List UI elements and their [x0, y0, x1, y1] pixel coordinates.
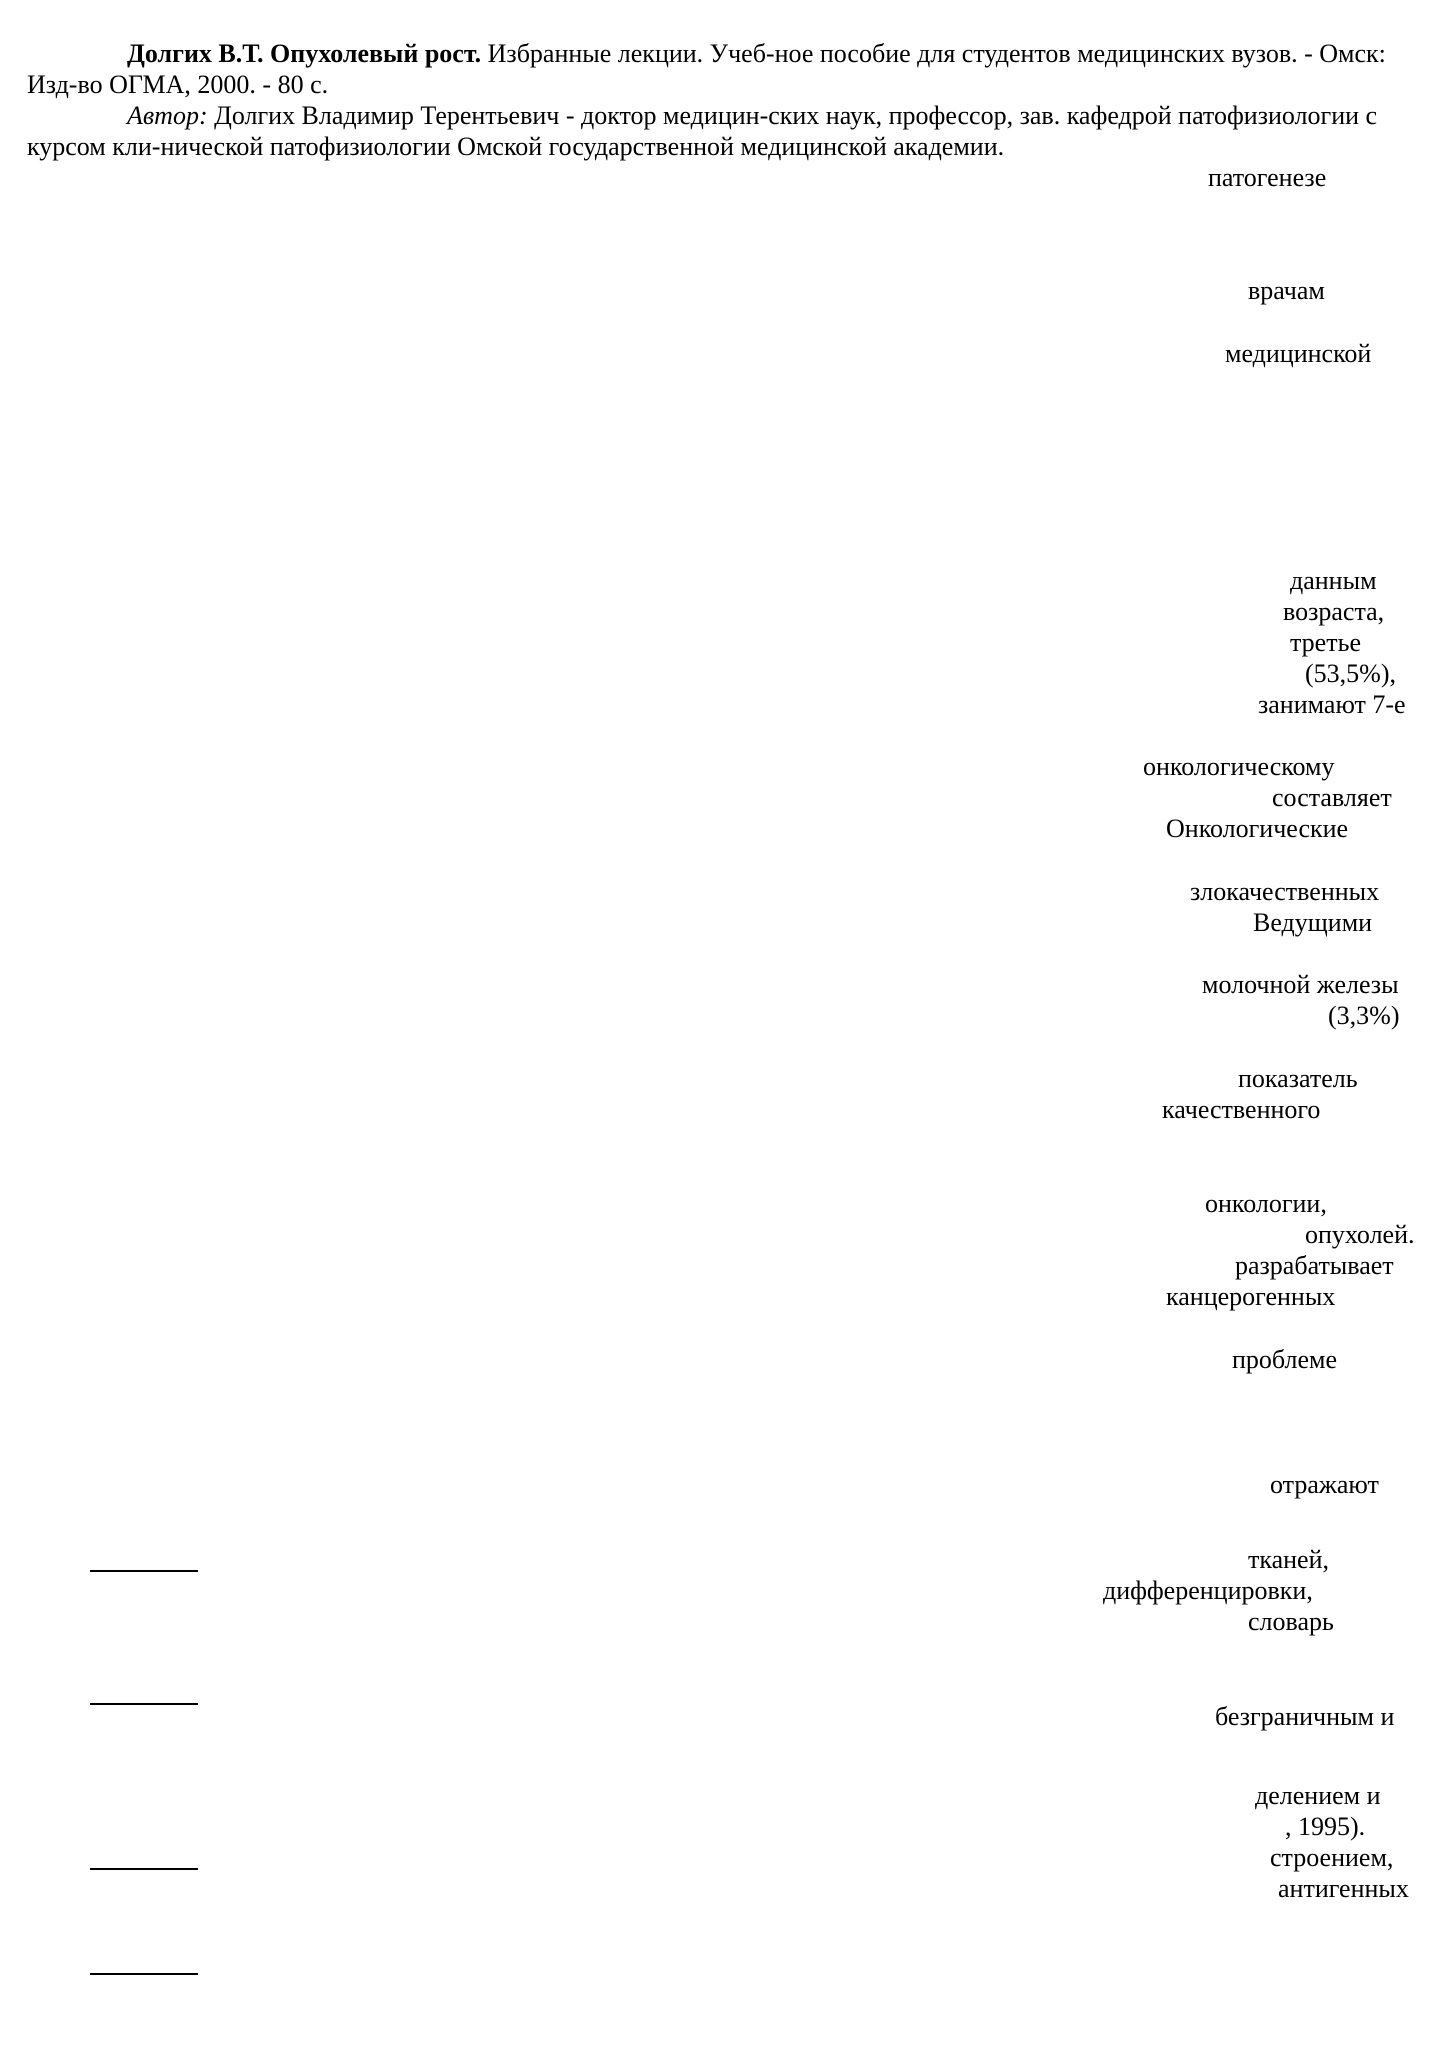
citation-details: Избранные лекции. Учеб-ное пособие для студентов медицинских вузов. - Омск: Изд-во ОГМА, 2000. - 80 с. [27, 39, 1386, 99]
text-fragment: составляет [1272, 783, 1392, 812]
text-fragment: Ведущими [1253, 908, 1373, 937]
text-fragment: онкологическому [1143, 752, 1335, 781]
text-fragment: качественного [1162, 1095, 1321, 1124]
author-label: Автор: [127, 101, 208, 130]
text-fragment: канцерогенных [1166, 1282, 1336, 1311]
text-fragment: патогенезе [1208, 163, 1327, 192]
text-fragment: словарь [1248, 1607, 1334, 1636]
text-fragment: , 1995). [1285, 1812, 1366, 1841]
text-fragment: возраста, [1283, 597, 1385, 626]
text-fragment: (53,5%), [1305, 659, 1396, 688]
text-fragment: данным [1290, 566, 1377, 595]
text-fragment: проблеме [1232, 1345, 1338, 1374]
footnote-rule [90, 1868, 198, 1870]
text-fragment: медицинской [1225, 339, 1372, 368]
author-details: Долгих Владимир Терентьевич - доктор медицин-ских наук, профессор, зав. кафедрой патофизиологии с курсом кли-нической патофизиологии Омской государственной медицинской академии. [27, 101, 1378, 161]
footnote-rule [90, 1703, 198, 1705]
text-fragment: врачам [1248, 276, 1325, 305]
text-fragment: отражают [1270, 1470, 1379, 1499]
text-fragment: строением, [1270, 1843, 1394, 1872]
text-fragment: (3,3%) [1328, 1001, 1400, 1030]
text-fragment: дифференцировки, [1103, 1576, 1313, 1605]
citation-title: Долгих В.Т. Опухолевый рост. [127, 39, 482, 68]
text-fragment: антигенных [1278, 1874, 1409, 1903]
text-fragment: тканей, [1248, 1545, 1330, 1574]
text-fragment: разрабатывает [1235, 1251, 1394, 1280]
citation-paragraph [27, 38, 1422, 100]
footnote-rule [90, 1973, 198, 1975]
text-fragment: молочной железы [1202, 970, 1399, 999]
text-fragment: опухолей. [1305, 1220, 1415, 1249]
footnote-rule [90, 1570, 198, 1572]
text-fragment: онкологии, [1205, 1189, 1327, 1218]
text-fragment: занимают 7-е [1258, 690, 1406, 719]
text-fragment: третье [1290, 628, 1361, 657]
text-fragment: безграничным и [1215, 1702, 1395, 1731]
text-fragment: злокачественных [1190, 877, 1380, 906]
text-fragment: Онкологические [1166, 814, 1349, 843]
author-paragraph [27, 100, 1422, 162]
text-fragment: показатель [1238, 1064, 1358, 1093]
text-fragment: делением и [1255, 1781, 1381, 1810]
